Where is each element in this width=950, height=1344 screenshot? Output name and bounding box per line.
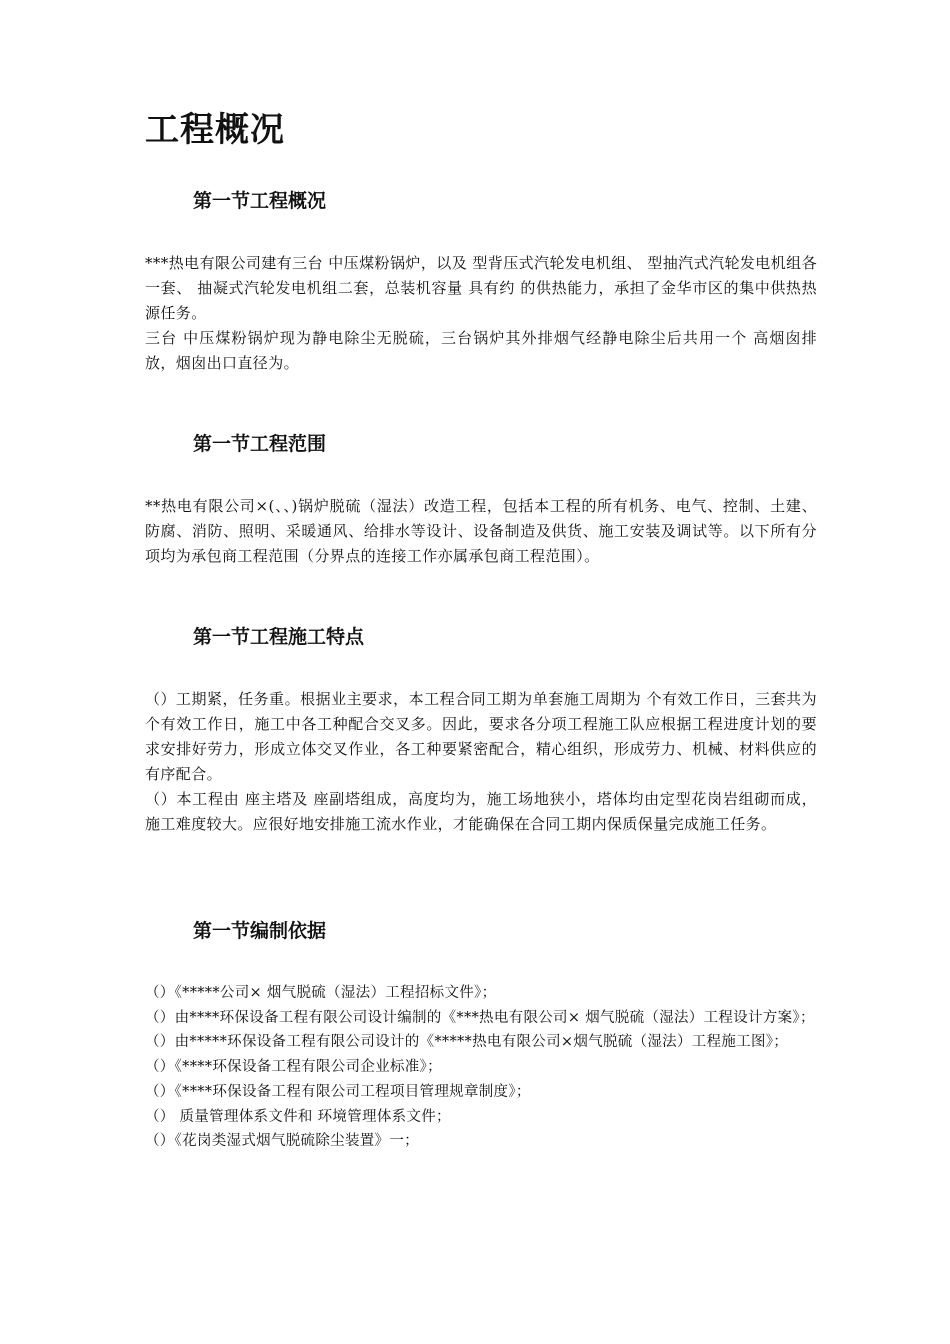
- section-body: [145, 251, 817, 376]
- section-compilation-basis: [145, 917, 817, 1154]
- section-heading: 第一节工程概况: [193, 190, 327, 212]
- paragraph: ***热电有限公司建有三台 中压煤粉锅炉，以及 型背压式汽轮发电机组、 型抽汽式汽轮发电机组各一套、 抽凝式汽轮发电机组二套，总装机容量 具有约 的供热能力，承担了金华市区的集中供热热源任务。: [145, 254, 817, 322]
- list-item: （）《****环保设备工程有限公司企业标准》；: [145, 1059, 442, 1076]
- section-heading: 第一节工程范围: [193, 433, 327, 455]
- section-heading: 第一节工程施工特点: [193, 626, 365, 648]
- section-heading: 第一节编制依据: [193, 920, 327, 942]
- basis-list: [145, 981, 817, 1154]
- section-project-overview: [145, 187, 817, 376]
- list-item: （）由*****环保设备工程有限公司设计的《*****热电有限公司×烟气脱硫（湿法）工程施工图》；: [145, 1034, 789, 1051]
- paragraph: 三台 中压煤粉锅炉现为静电除尘无脱硫，三台锅炉其外排烟气经静电除尘后共用一个 高烟囱排放，烟囱出口直径为。: [145, 329, 817, 372]
- list-item: （）由****环保设备工程有限公司设计编制的《***热电有限公司× 烟气脱硫（湿法）工程设计方案》；: [145, 1009, 815, 1026]
- list-item: （） 质量管理体系文件和 环境管理体系文件；: [145, 1108, 451, 1125]
- paragraph: （）工期紧，任务重。根据业主要求，本工程合同工期为单套施工周期为 个有效工作日，三套共为 个有效工作日，施工中各工种配合交叉多。因此，要求各分项工程施工队应根据工程进度计划的要求安排好劳力，形成立体交叉作业，各工种要紧密配合，精心组织，形成劳力、机械、材料供应的有序配合。: [145, 690, 817, 783]
- paragraph: **热电有限公司×(、、)锅炉脱硫（湿法）改造工程，包括本工程的所有机务、电气、控制、土建、防腐、消防、照明、采暖通风、给排水等设计、设备制造及供货、施工安装及调试等。以下所有分项均为承包商工程范围（分界点的连接工作亦属承包商工程范围）。: [145, 497, 817, 565]
- section-body: [145, 494, 817, 569]
- document-title: 工程概况: [145, 110, 285, 150]
- list-item: （）《花岗类湿式烟气脱硫除尘装置》一；: [145, 1133, 419, 1150]
- section-project-scope: [145, 430, 817, 569]
- list-item: （）《****环保设备工程有限公司工程项目管理规章制度》；: [145, 1083, 531, 1100]
- paragraph: （）本工程由 座主塔及 座副塔组成，高度均为，施工场地狭小，塔体均由定型花岗岩组砌而成，施工难度较大。应很好地安排施工流水作业，才能确保在合同工期内保质保量完成施工任务。: [145, 790, 817, 833]
- list-item: （）《*****公司× 烟气脱硫（湿法）工程招标文件》；: [145, 985, 497, 1001]
- section-construction-features: [145, 623, 817, 837]
- section-body: [145, 687, 817, 837]
